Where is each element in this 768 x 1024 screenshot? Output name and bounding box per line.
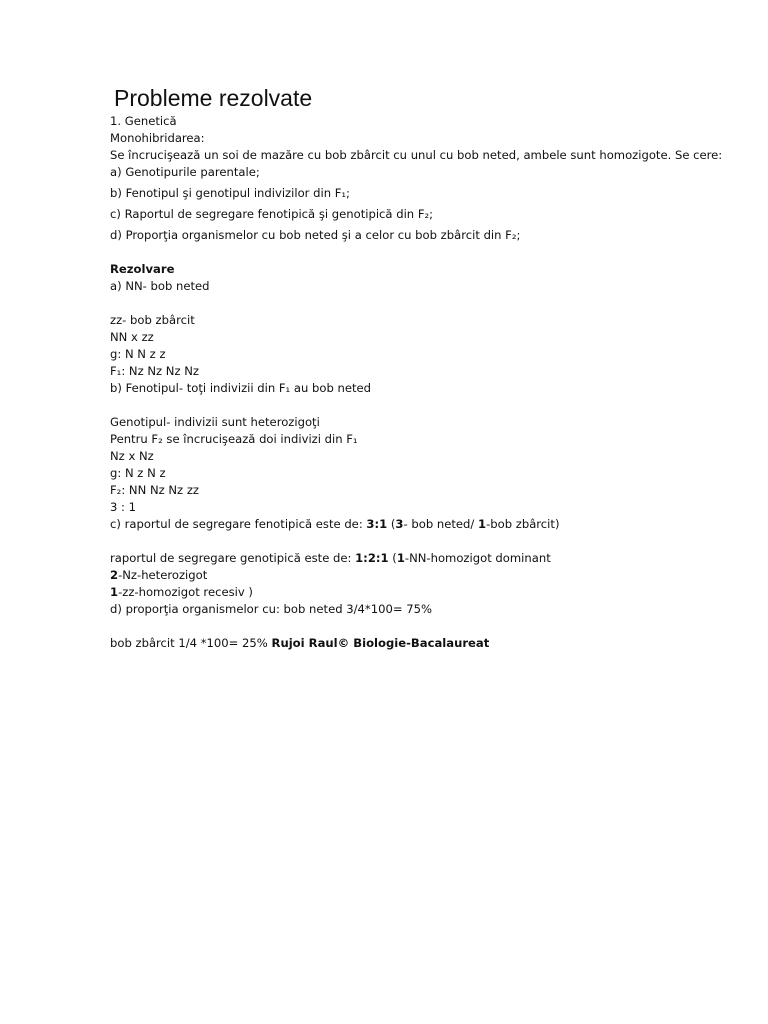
document-body [110, 113, 750, 652]
page-title: Probleme rezolvate [114, 85, 313, 111]
solution-line: c) raportul de segregare fenotipică este de: 3:1 (3- bob neted/ 1-bob zbârcit) [110, 517, 560, 531]
solution-line: Genotipul- indivizii sunt heterozigoţi [110, 415, 320, 429]
section-heading: 1. Genetică [110, 114, 177, 128]
solution-line: 3 : 1 [110, 500, 137, 514]
question-d: d) Proporţia organismelor cu bob neted şi a celor cu bob zbârcit din F₂; [110, 228, 521, 242]
solution-line: raportul de segregare genotipică este de: 1:2:1 (1-NN-homozigot dominant [110, 551, 551, 565]
solution-line: 2-Nz-heterozigot [110, 568, 208, 582]
question-a: a) Genotipurile parentale; [110, 165, 260, 179]
solution-line: F₂: NN Nz Nz zz [110, 483, 199, 497]
question-b: b) Fenotipul şi genotipul indivizilor din F₁; [110, 186, 350, 200]
question-c: c) Raportul de segregare fenotipică şi genotipică din F₂; [110, 207, 434, 221]
solution-line: F₁: Nz Nz Nz Nz [110, 364, 199, 378]
solution-line: NN x zz [110, 330, 154, 344]
solution-line: g: N N z z [110, 347, 166, 361]
problem-statement: Se încrucişează un soi de mazăre cu bob zbârcit cu unul cu bob neted, ambele sunt homozigote. Se cere: [110, 148, 723, 162]
solution-line: Pentru F₂ se încrucişează doi indivizi din F₁ [110, 432, 358, 446]
solution-heading: Rezolvare [110, 262, 175, 276]
author-credit: Rujoi Raul© Biologie-Bacalaureat [271, 636, 490, 650]
solution-line: 1-zz-homozigot recesiv ) [110, 585, 253, 599]
solution-line: zz- bob zbârcit [110, 313, 195, 327]
solution-line: Nz x Nz [110, 449, 154, 463]
solution-line: a) NN- bob neted [110, 279, 210, 293]
subsection-heading: Monohibridarea: [110, 131, 205, 145]
solution-line: d) proporţia organismelor cu: bob neted 3/4*100= 75% [110, 602, 432, 616]
solution-line: bob zbârcit 1/4 *100= 25% Rujoi Raul© Biologie-Bacalaureat [110, 636, 490, 650]
solution-line: g: N z N z [110, 466, 166, 480]
solution-line: b) Fenotipul- toţi indivizii din F₁ au bob neted [110, 381, 372, 395]
